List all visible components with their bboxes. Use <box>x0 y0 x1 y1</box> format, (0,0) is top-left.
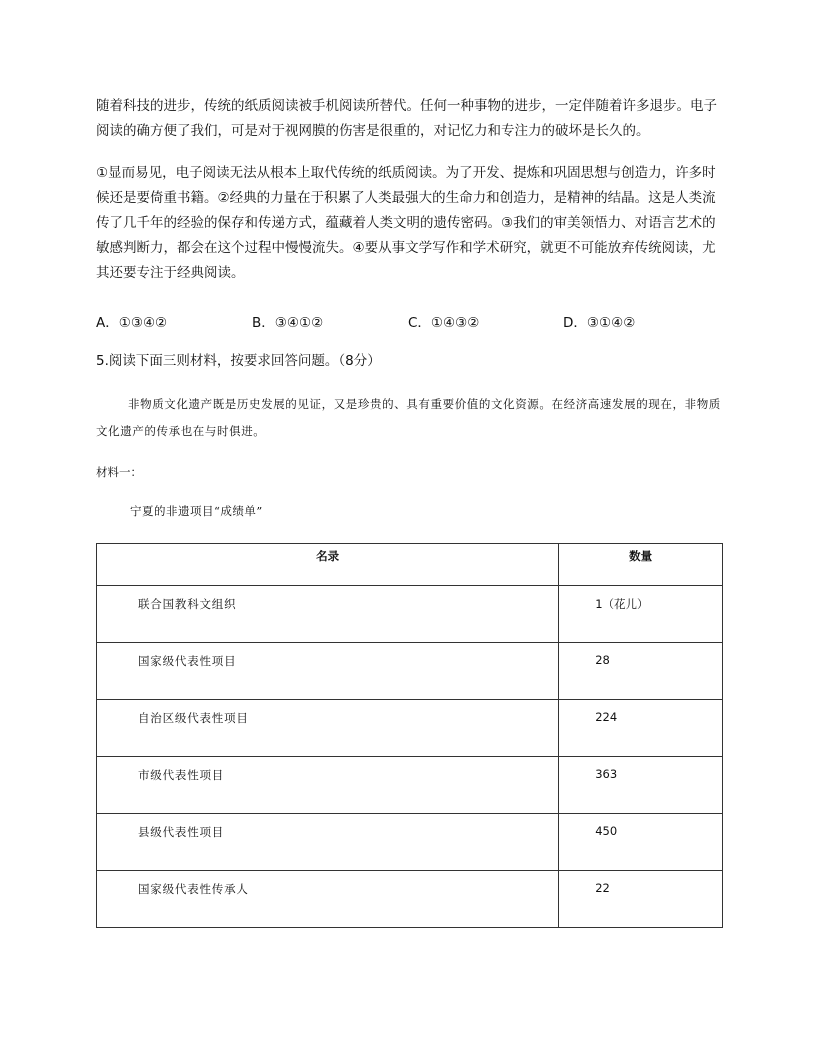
table-row <box>97 871 723 928</box>
option-c: C．①④③② <box>408 315 480 331</box>
row-name: 市级代表性项目 <box>97 757 559 814</box>
heritage-table <box>96 543 723 928</box>
row-name: 国家级代表性传承人 <box>97 871 559 928</box>
question-5: 5.阅读下面三则材料，按要求回答问题。（8分） <box>96 353 381 369</box>
table-row <box>97 643 723 700</box>
answer-options <box>96 311 722 336</box>
table-title: 宁夏的非遗项目“成绩单” <box>130 504 263 518</box>
row-name: 自治区级代表性项目 <box>97 700 559 757</box>
row-count: 1（花儿） <box>559 586 723 643</box>
table-header-row <box>97 544 723 586</box>
header-name: 名录 <box>97 544 559 586</box>
paragraph-1: 随着科技的进步，传统的纸质阅读被手机阅读所替代。任何一种事物的进步，一定伴随着许多退步。电子阅读的确方便了我们，可是对于视网膜的伤害是很重的，对记忆力和专注力的破坏是长久的。 <box>96 98 717 139</box>
row-count: 22 <box>559 871 723 928</box>
table-row <box>97 700 723 757</box>
option-d: D．③①④② <box>563 315 636 331</box>
paragraph-2: ①显而易见，电子阅读无法从根本上取代传统的纸质阅读。为了开发、提炼和巩固思想与创造力，许多时候还是要倚重书籍。②经典的力量在于积累了人类最强大的生命力和创造力，是精神的结晶。这是人类流传了几千年的经验的保存和传递方式，蕴藏着人类文明的遗传密码。③我们的审美领悟力、对语言艺术的敏感判断力，都会在这个过程中慢慢流失。④要从事文学写作和学术研究，就更不可能放弃传统阅读，尤其还要专注于经典阅读。 <box>96 165 716 281</box>
row-count: 224 <box>559 700 723 757</box>
row-name: 国家级代表性项目 <box>97 643 559 700</box>
row-count: 28 <box>559 643 723 700</box>
option-b: B．③④①② <box>252 315 324 331</box>
intro-paragraph: 非物质文化遗产既是历史发展的见证，又是珍贵的、具有重要价值的文化资源。在经济高速发展的现在，非物质文化遗产的传承也在与时俱进。 <box>96 397 721 438</box>
row-count: 450 <box>559 814 723 871</box>
row-name: 联合国教科文组织 <box>97 586 559 643</box>
table-row <box>97 757 723 814</box>
table-row <box>97 814 723 871</box>
row-name: 县级代表性项目 <box>97 814 559 871</box>
header-count: 数量 <box>559 544 723 586</box>
material-1-label: 材料一： <box>96 465 142 479</box>
row-count: 363 <box>559 757 723 814</box>
table-row <box>97 586 723 643</box>
option-a: A．①③④② <box>96 315 168 331</box>
